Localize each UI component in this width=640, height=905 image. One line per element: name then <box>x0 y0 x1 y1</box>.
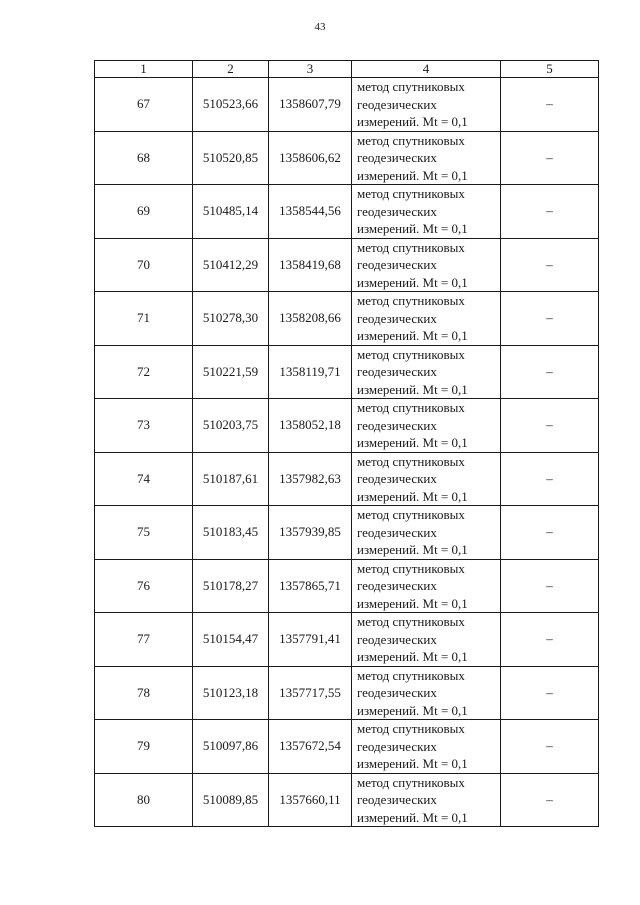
point-number-cell: 79 <box>95 720 193 774</box>
point-number-cell: 78 <box>95 666 193 720</box>
y-coordinate-cell: 1357865,71 <box>269 559 352 613</box>
table-row <box>95 345 599 399</box>
method-cell: метод спутниковых геодезических измерений. Mt = 0,1 <box>352 131 501 185</box>
point-number-cell: 80 <box>95 773 193 827</box>
x-coordinate-cell: 510187,61 <box>193 452 269 506</box>
x-coordinate-cell: 510523,66 <box>193 78 269 132</box>
note-cell: – <box>501 185 599 239</box>
method-cell: метод спутниковых геодезических измерений. Mt = 0,1 <box>352 452 501 506</box>
x-coordinate-cell: 510183,45 <box>193 506 269 560</box>
point-number-cell: 74 <box>95 452 193 506</box>
x-coordinate-cell: 510520,85 <box>193 131 269 185</box>
note-cell: – <box>501 78 599 132</box>
header-row <box>95 61 599 78</box>
method-cell: метод спутниковых геодезических измерений. Mt = 0,1 <box>352 720 501 774</box>
note-cell: – <box>501 506 599 560</box>
column-header-5: 5 <box>501 61 599 78</box>
method-cell: метод спутниковых геодезических измерений. Mt = 0,1 <box>352 399 501 453</box>
y-coordinate-cell: 1358607,79 <box>269 78 352 132</box>
table-row <box>95 78 599 132</box>
column-header-4: 4 <box>352 61 501 78</box>
y-coordinate-cell: 1357982,63 <box>269 452 352 506</box>
x-coordinate-cell: 510089,85 <box>193 773 269 827</box>
column-header-1: 1 <box>95 61 193 78</box>
method-cell: метод спутниковых геодезических измерений. Mt = 0,1 <box>352 238 501 292</box>
x-coordinate-cell: 510178,27 <box>193 559 269 613</box>
table-row <box>95 399 599 453</box>
table-row <box>95 238 599 292</box>
table-header <box>95 61 599 78</box>
method-cell: метод спутниковых геодезических измерений. Mt = 0,1 <box>352 78 501 132</box>
x-coordinate-cell: 510203,75 <box>193 399 269 453</box>
x-coordinate-cell: 510278,30 <box>193 292 269 346</box>
note-cell: – <box>501 773 599 827</box>
point-number-cell: 73 <box>95 399 193 453</box>
note-cell: – <box>501 559 599 613</box>
y-coordinate-cell: 1358544,56 <box>269 185 352 239</box>
point-number-cell: 70 <box>95 238 193 292</box>
y-coordinate-cell: 1357660,11 <box>269 773 352 827</box>
point-number-cell: 68 <box>95 131 193 185</box>
note-cell: – <box>501 238 599 292</box>
point-number-cell: 75 <box>95 506 193 560</box>
method-cell: метод спутниковых геодезических измерений. Mt = 0,1 <box>352 292 501 346</box>
note-cell: – <box>501 399 599 453</box>
y-coordinate-cell: 1358606,62 <box>269 131 352 185</box>
x-coordinate-cell: 510123,18 <box>193 666 269 720</box>
x-coordinate-cell: 510412,29 <box>193 238 269 292</box>
coordinates-table <box>94 60 599 827</box>
method-cell: метод спутниковых геодезических измерений. Mt = 0,1 <box>352 345 501 399</box>
y-coordinate-cell: 1357672,54 <box>269 720 352 774</box>
x-coordinate-cell: 510154,47 <box>193 613 269 667</box>
x-coordinate-cell: 510221,59 <box>193 345 269 399</box>
note-cell: – <box>501 613 599 667</box>
table-body <box>95 78 599 827</box>
point-number-cell: 67 <box>95 78 193 132</box>
method-cell: метод спутниковых геодезических измерений. Mt = 0,1 <box>352 506 501 560</box>
note-cell: – <box>501 452 599 506</box>
note-cell: – <box>501 292 599 346</box>
y-coordinate-cell: 1358119,71 <box>269 345 352 399</box>
y-coordinate-cell: 1357717,55 <box>269 666 352 720</box>
table-row <box>95 666 599 720</box>
x-coordinate-cell: 510485,14 <box>193 185 269 239</box>
method-cell: метод спутниковых геодезических измерений. Mt = 0,1 <box>352 559 501 613</box>
method-cell: метод спутниковых геодезических измерений. Mt = 0,1 <box>352 666 501 720</box>
note-cell: – <box>501 666 599 720</box>
table-row <box>95 559 599 613</box>
column-header-3: 3 <box>269 61 352 78</box>
point-number-cell: 77 <box>95 613 193 667</box>
method-cell: метод спутниковых геодезических измерений. Mt = 0,1 <box>352 613 501 667</box>
note-cell: – <box>501 720 599 774</box>
x-coordinate-cell: 510097,86 <box>193 720 269 774</box>
point-number-cell: 72 <box>95 345 193 399</box>
point-number-cell: 71 <box>95 292 193 346</box>
table-row <box>95 185 599 239</box>
note-cell: – <box>501 345 599 399</box>
y-coordinate-cell: 1357791,41 <box>269 613 352 667</box>
y-coordinate-cell: 1358052,18 <box>269 399 352 453</box>
page-number: 43 <box>314 21 326 33</box>
table-row <box>95 292 599 346</box>
table-row <box>95 720 599 774</box>
table-row <box>95 773 599 827</box>
method-cell: метод спутниковых геодезических измерений. Mt = 0,1 <box>352 185 501 239</box>
note-cell: – <box>501 131 599 185</box>
y-coordinate-cell: 1357939,85 <box>269 506 352 560</box>
y-coordinate-cell: 1358208,66 <box>269 292 352 346</box>
method-cell: метод спутниковых геодезических измерений. Mt = 0,1 <box>352 773 501 827</box>
point-number-cell: 69 <box>95 185 193 239</box>
table-row <box>95 506 599 560</box>
y-coordinate-cell: 1358419,68 <box>269 238 352 292</box>
point-number-cell: 76 <box>95 559 193 613</box>
table-row <box>95 131 599 185</box>
table-row <box>95 452 599 506</box>
table-row <box>95 613 599 667</box>
column-header-2: 2 <box>193 61 269 78</box>
